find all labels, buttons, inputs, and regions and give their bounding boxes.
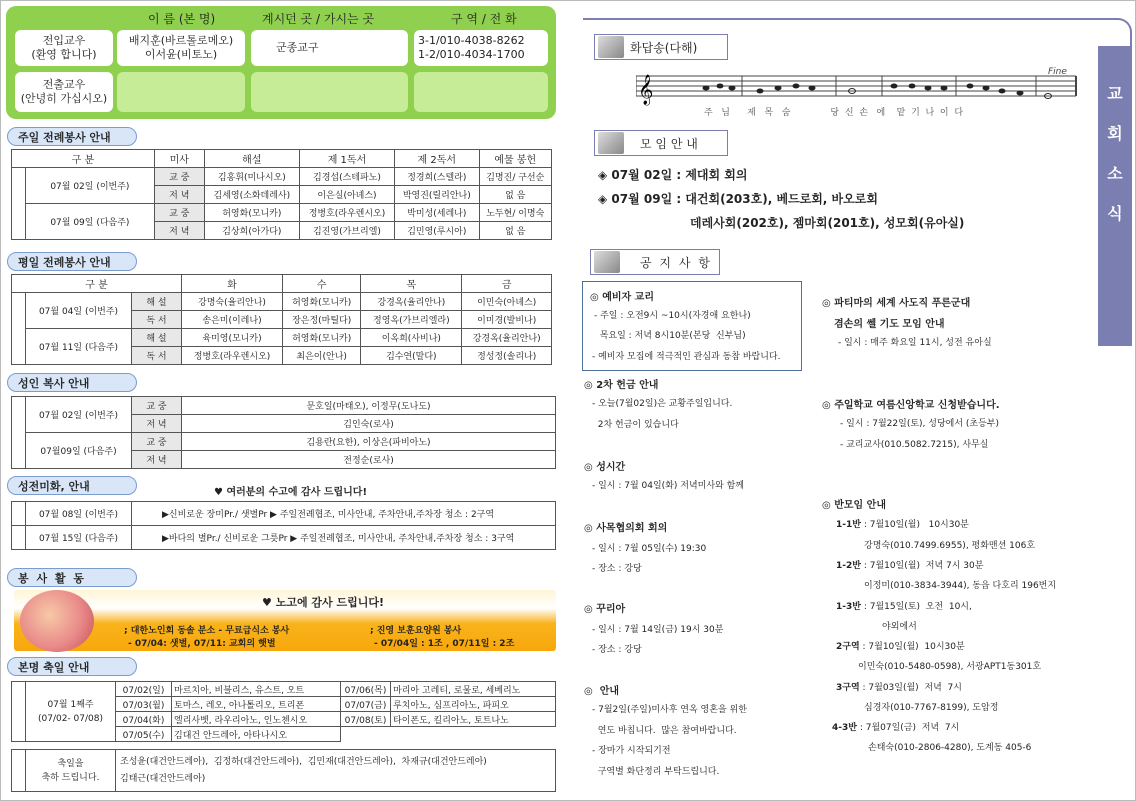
table-cell: 김상희(아가다) <box>204 222 299 240</box>
ban-item <box>836 680 962 693</box>
ban-contact: 심경자(010-7767-8199), 도암정 <box>864 703 999 713</box>
spacer-cell <box>12 433 26 469</box>
table-cell: 허영화(모니카) <box>204 204 299 222</box>
congrats-label: 축일을 축하 드립니다. <box>26 750 116 792</box>
table-cell: 김명진/ 구선순 <box>479 168 551 186</box>
table-cell: 정병호(라우렌시오) <box>299 204 394 222</box>
ban-name: 3구역 <box>836 683 860 693</box>
names-cell: 마리아 고레티, 로물로, 세베리노 <box>391 682 556 697</box>
mass-cell: 교 중 <box>132 433 182 451</box>
ban-time: : 7월10일(월) 10시30분 <box>859 642 965 652</box>
weekday-liturgy-table <box>11 274 552 365</box>
ban-contact: 이민숙(010-5480-0598), 서광APT1동301호 <box>858 662 1042 672</box>
ban-item <box>836 599 972 612</box>
table-cell: 최은이(안나) <box>282 347 360 365</box>
table-cell: 박영진(릴리안나) <box>395 186 479 204</box>
service-header: 봉 사 활 동 <box>7 568 137 587</box>
tab-char: 교 <box>1107 84 1123 103</box>
empty-cell <box>341 727 391 742</box>
transfer-in-label: 전입교우 (환영 합니다) <box>15 30 113 66</box>
table-cell: 노두현/ 이명숙 <box>479 204 551 222</box>
ban-time: : 7월03일(월) 저녁 7시 <box>859 683 962 693</box>
ban-name: 1-1반 <box>836 520 861 530</box>
meeting-1: ◈ 07월 02일 : 제대회 회의 <box>598 168 748 182</box>
table-cell: 김홍휘(미나시오) <box>204 168 299 186</box>
notice-holyhour-title: ◎ 성시간 <box>584 462 626 473</box>
beautification-thanks: ♥ 여러분의 수고에 감사 드립니다! <box>214 487 368 498</box>
ban-contact: 야외에서 <box>882 622 917 632</box>
names-cell: 토마스, 레오, 아나톨리오, 트리폰 <box>172 697 341 712</box>
col-name-header: 이 름 (본 명) <box>148 12 216 26</box>
transfer-out-label: 전출교우 (안녕히 가십시오) <box>15 72 113 112</box>
sunday-liturgy-table <box>11 149 552 240</box>
date-cell: 07/03(월) <box>116 697 172 712</box>
spacer-cell <box>12 526 26 550</box>
ban-name: 2구역 <box>836 642 860 652</box>
ban-contact: 강명숙(010.7499.6955), 평화맨션 106호 <box>864 541 1036 551</box>
th-section: 구 분 <box>12 150 155 168</box>
spacer-cell <box>12 293 26 329</box>
priest-photo-icon <box>598 36 624 58</box>
service-thanks: ♥ 노고에 감사 드립니다! <box>262 596 384 609</box>
spacer-cell <box>12 204 26 240</box>
table-cell: 정경희(스텔라) <box>395 168 479 186</box>
mass-cell: 저 녁 <box>132 415 182 433</box>
th-reading1: 제 1독서 <box>299 150 394 168</box>
week-cell: 07월 11일 (다음주) <box>26 329 132 365</box>
mass-cell: 교 중 <box>154 168 204 186</box>
notice-title: 공 지 사 항 <box>640 255 712 270</box>
altar-server-table <box>11 396 556 469</box>
notice-prep-3: - 예비자 모집에 적극적인 관심과 동참 바랍니다. <box>592 352 781 362</box>
ban-name: 4-3반 <box>832 723 857 733</box>
names-cell: 루치아노, 심프리아노, 파피오 <box>391 697 556 712</box>
table-cell: 정병호(라우렌시오) <box>182 347 283 365</box>
feast-table <box>11 681 556 742</box>
service-right-1: ; 진영 보훈요양원 봉사 <box>370 626 462 636</box>
ban-name: 1-3반 <box>836 602 861 612</box>
transfer-out-place <box>251 72 408 112</box>
table-cell: 김수연(말다) <box>361 347 462 365</box>
table-cell: 정영옥(가브리엘라) <box>361 311 462 329</box>
table-cell: 허영화(모니카) <box>282 329 360 347</box>
song-lyrics: 주 님 제 목 숨 당 신 손 에 맡 기 나 이 다 <box>704 108 964 118</box>
th-section: 구 분 <box>12 275 182 293</box>
table-cell: 강명숙(율리안나) <box>182 293 283 311</box>
week-cell: 07월 09일 (다음주) <box>26 204 155 240</box>
week-cell: 07월 15일 (다음주) <box>26 526 132 550</box>
transfer-in-contact: 3-1/010-4038-8262 1-2/010-4034-1700 <box>414 30 548 66</box>
priest-photo-icon <box>594 251 620 273</box>
service-right-2: - 07/04일 : 1조 , 07/11일 : 2조 <box>374 639 515 649</box>
table-cell: ▶신비로운 장미Pr./ 샛별Pr ▶ 주일전례협조, 미사안내, 주차안내,주차장 청소 : 2구역 <box>132 502 556 526</box>
notice-council-2: - 장소 : 강당 <box>592 564 642 574</box>
ban-time: : 7월15일(토) 오전 10시, <box>860 602 972 612</box>
names-cell: 엘리사벳, 라우리아노, 인노첸시오 <box>172 712 341 727</box>
meeting-label <box>594 130 728 156</box>
ban-item <box>832 720 959 733</box>
th-commentary: 해설 <box>204 150 299 168</box>
service-illustration <box>20 590 94 652</box>
spacer-cell <box>12 750 26 792</box>
staff-lines <box>636 76 1076 96</box>
church-news-tab <box>1098 46 1132 346</box>
notice-ban-title: ◎ 반모임 안내 <box>822 500 886 511</box>
table-cell: 육미영(모니카) <box>182 329 283 347</box>
date-cell: 07/07(금) <box>341 697 391 712</box>
ban-time: : 7월10일(월) 10시30분 <box>860 520 969 530</box>
table-cell: 허영화(모니카) <box>282 293 360 311</box>
mass-cell: 저 녁 <box>154 186 204 204</box>
th-mass: 미사 <box>154 150 204 168</box>
congrats-names: 조성윤(대건안드레아), 김정하(대건안드레아), 김민재(대건안드레아), 차재규(대건안드레아) 김태근(대건안드레아) <box>116 750 556 792</box>
notice-prep-1: - 주일 : 오전9시 ~10시(자경애 요한나) <box>594 311 751 321</box>
tab-char: 식 <box>1107 204 1123 223</box>
notice-fatima-title: ◎ 파티마의 세계 사도직 푸른군대 <box>822 298 971 309</box>
table-cell: 김세영(소화데레사) <box>204 186 299 204</box>
notice-announce-3: - 장마가 시작되기전 <box>592 746 671 756</box>
feast-header: 본명 축일 안내 <box>7 657 137 676</box>
role-cell: 해 설 <box>132 329 182 347</box>
table-cell: 김진영(가브리엘) <box>299 222 394 240</box>
notice-curia-2: - 장소 : 강당 <box>592 645 642 655</box>
date-cell: 07/06(목) <box>341 682 391 697</box>
notice-announce-1: - 7월2일(주일)미사후 연옥 영혼을 위한 <box>592 705 747 715</box>
spacer-cell <box>12 397 26 433</box>
table-cell: 김민영(루시아) <box>395 222 479 240</box>
welcome-box <box>6 6 556 119</box>
th-offering: 예물 봉헌 <box>479 150 551 168</box>
notice-fatima-3: - 일시 : 매주 화요일 11시, 성전 유아실 <box>838 338 992 348</box>
table-cell: 정성정(솔리나) <box>462 347 552 365</box>
week-cell: 07월 04일 (이번주) <box>26 293 132 329</box>
ban-time: : 7월07일(금) 저녁 7시 <box>856 723 960 733</box>
names-cell: 마르치아, 비블리스, 유스트, 오트 <box>172 682 341 697</box>
table-cell: 송은미(이레나) <box>182 311 283 329</box>
transfer-in-names: 배지훈(바르톨로메오) 이서윤(비토노) <box>117 30 245 66</box>
notice-announce-title: ◎ 안내 <box>584 686 620 697</box>
th-wed: 수 <box>282 275 360 293</box>
music-staff <box>636 64 1080 120</box>
notice-collection-title: ◎ 2차 헌금 안내 <box>584 380 659 391</box>
beautification-header: 성전미화, 안내 <box>7 476 137 495</box>
notice-school-1: - 일시 : 7월22일(토), 성당에서 (초등부) <box>840 419 999 429</box>
right-corner <box>1086 18 1132 48</box>
empty-cell <box>391 727 556 742</box>
notice-announce-2: 연도 바칩니다. 많은 참여바랍니다. <box>592 726 737 736</box>
table-cell: 장은정(마틸다) <box>282 311 360 329</box>
th-reading2: 제 2독서 <box>395 150 479 168</box>
right-top-line <box>583 18 1088 20</box>
sunday-liturgy-header: 주일 전례봉사 안내 <box>7 127 137 146</box>
notice-council-title: ◎ 사목협의회 회의 <box>584 523 668 534</box>
ban-item <box>836 517 969 530</box>
mass-cell: 교 중 <box>132 397 182 415</box>
congrats-table <box>11 749 556 792</box>
ban-name: 1-2반 <box>836 561 861 571</box>
week-cell: 07월 08일 (이번주) <box>26 502 132 526</box>
altar-server-header: 성인 복사 안내 <box>7 373 137 392</box>
col-place-header: 계시던 곳 / 가시는 곳 <box>262 12 375 26</box>
notice-school-2: - 교리교사(010.5082.7215), 사무실 <box>840 440 989 450</box>
spacer-cell <box>12 682 26 742</box>
notice-school-title: ◎ 주일학교 여름신앙학교 신청받습니다. <box>822 400 1000 411</box>
mass-cell: 저 녁 <box>132 451 182 469</box>
notice-announce-4: 구역별 화단정리 부탁드립니다. <box>592 767 720 777</box>
table-cell: 김용란(요한), 이상은(파비아노) <box>182 433 556 451</box>
spacer-cell <box>12 168 26 204</box>
ban-contact: 손태숙(010-2806-4280), 도계동 405-6 <box>868 743 1032 753</box>
ban-contact: 이정미(010-3834-3944), 동읍 다호리 196번지 <box>864 581 1057 591</box>
table-cell: 이은실(아녜스) <box>299 186 394 204</box>
table-cell: 박미성(세레나) <box>395 204 479 222</box>
week-cell: 07월 02일 (이번주) <box>26 397 132 433</box>
notice-holyhour-1: - 일시 : 7월 04일(화) 저녁미사와 함께 <box>592 481 744 491</box>
notice-collection-1: - 오늘(7월02일)은 교황주일입니다. <box>592 399 733 409</box>
mass-cell: 저 녁 <box>154 222 204 240</box>
tab-char: 소 <box>1107 164 1123 183</box>
week-cell: 07월09일 (다음주) <box>26 433 132 469</box>
ban-item <box>836 558 983 571</box>
th-fri: 금 <box>462 275 552 293</box>
notice-collection-2: 2차 헌금이 있습니다 <box>592 420 679 430</box>
table-cell: 이옥희(사비나) <box>361 329 462 347</box>
names-cell: 김대건 안드레아, 아타나시오 <box>172 727 341 742</box>
beautification-table <box>11 501 556 550</box>
date-cell: 07/04(화) <box>116 712 172 727</box>
table-cell: 없 음 <box>479 186 551 204</box>
table-cell: 이민숙(아녜스) <box>462 293 552 311</box>
table-cell: 김인숙(로사) <box>182 415 556 433</box>
weekday-liturgy-header: 평일 전례봉사 안내 <box>7 252 137 271</box>
psalm-title: 화답송(다해) <box>630 40 698 55</box>
names-cell: 타이폰도, 킬리아노, 토트나노 <box>391 712 556 727</box>
meeting-title: 모 임 안 내 <box>640 136 698 151</box>
tab-char: 회 <box>1107 124 1123 143</box>
table-cell: 문호일(마태오), 이정무(도나도) <box>182 397 556 415</box>
notice-prep-title: ◎ 예비자 교리 <box>590 292 654 303</box>
transfer-in-place: 군종교구 <box>251 30 408 66</box>
col-contact-header: 구 역 / 전 화 <box>451 12 517 26</box>
responsorial-psalm-label <box>594 34 728 60</box>
notice-council-1: - 일시 : 7월 05일(수) 19:30 <box>592 544 707 554</box>
notice-label <box>590 249 720 275</box>
notice-prep-2: 목요일 : 저녁 8시10분(본당 신부님) <box>594 331 746 341</box>
table-cell: 강경옥(율리안나) <box>462 329 552 347</box>
meeting-2: ◈ 07월 09일 : 대건회(203호), 베드로회, 바오로회 <box>598 192 878 206</box>
table-cell: 김경섭(스테파노) <box>299 168 394 186</box>
table-cell: 강경옥(율리안나) <box>361 293 462 311</box>
role-cell: 독 서 <box>132 347 182 365</box>
spacer-cell <box>12 329 26 365</box>
service-left-2: - 07/04: 샛별, 07/11: 교회의 햇별 <box>128 639 276 649</box>
service-left-1: ; 대한노인회 동솔 분소 - 무료급식소 봉사 <box>124 626 290 636</box>
th-thu: 목 <box>361 275 462 293</box>
role-cell: 해 설 <box>132 293 182 311</box>
role-cell: 독 서 <box>132 311 182 329</box>
table-cell: 전정순(로사) <box>182 451 556 469</box>
table-cell: 이미경(발비나) <box>462 311 552 329</box>
table-cell: ▶바다의 별Pr./ 신비로운 그릇Pr ▶ 주일전례협조, 미사안내, 주차안내,주차장 청소 : 3구역 <box>132 526 556 550</box>
ban-time: : 7월10일(월) 저녁 7시 30분 <box>860 561 984 571</box>
notice-fatima-2: 겸손의 쎌 기도 모임 안내 <box>834 319 945 330</box>
week-cell: 07월 1째주 (07/02- 07/08) <box>26 682 116 742</box>
ban-item <box>836 639 965 652</box>
week-cell: 07월 02일 (이번주) <box>26 168 155 204</box>
notice-curia-1: - 일시 : 7월 14일(금) 19시 30분 <box>592 625 724 635</box>
transfer-out-contact <box>414 72 548 112</box>
date-cell: 07/02(일) <box>116 682 172 697</box>
priest-photo-icon <box>598 132 624 154</box>
treble-clef-icon: 𝄞 <box>638 75 654 105</box>
mass-cell: 교 중 <box>154 204 204 222</box>
notice-curia-title: ◎ 꾸리아 <box>584 604 626 615</box>
th-tue: 화 <box>182 275 283 293</box>
date-cell: 07/08(토) <box>341 712 391 727</box>
date-cell: 07/05(수) <box>116 727 172 742</box>
spacer-cell <box>12 502 26 526</box>
meeting-3: 데레사회(202호), 젬마회(201호), 성모회(유아실) <box>690 216 965 230</box>
transfer-out-names <box>117 72 245 112</box>
fine-mark: Fine <box>1048 67 1067 77</box>
table-cell: 없 음 <box>479 222 551 240</box>
